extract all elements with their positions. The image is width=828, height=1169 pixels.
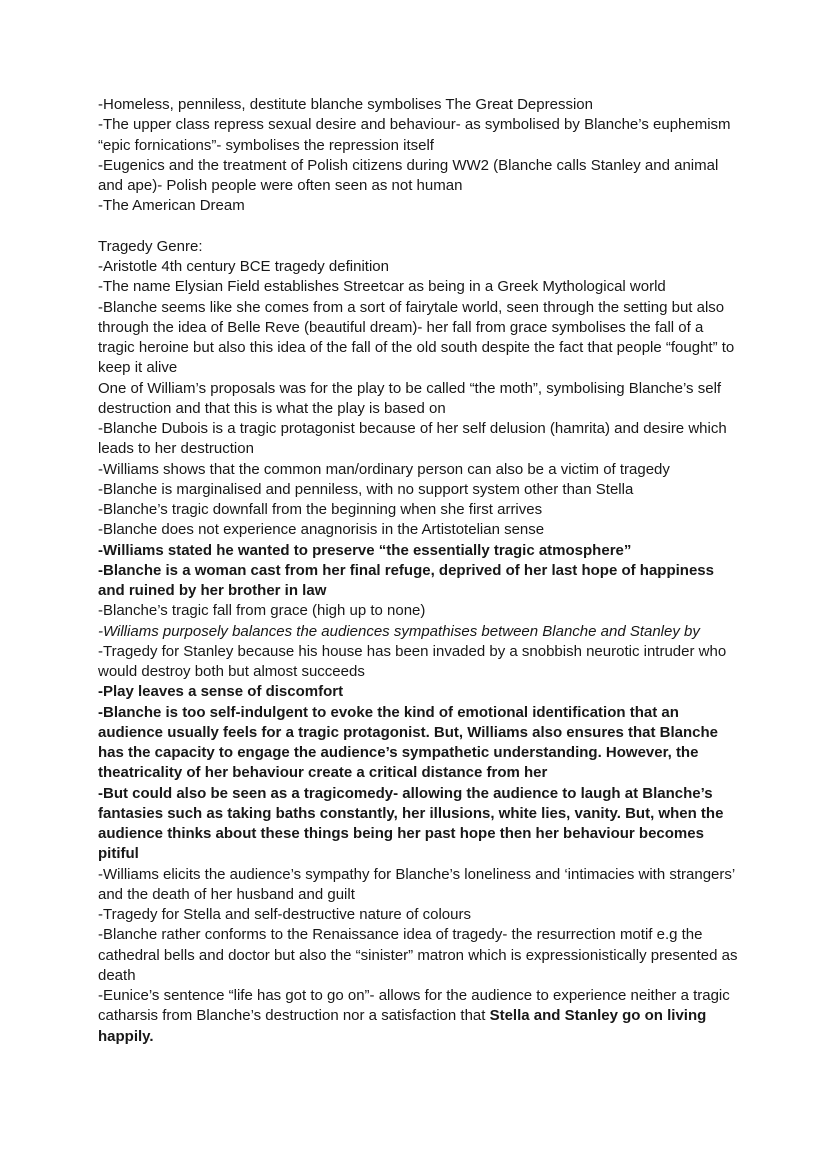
paragraph [98, 277, 742, 297]
text-run: -Blanche rather conforms to the Renaissance idea of tragedy- the resurrection motif e.g the cathedral bells and doctor but also the “sinister” matron which is expressionistically presented as death [98, 926, 742, 984]
text-run: Tragedy Genre: [98, 237, 203, 255]
text-run: -Blanche Dubois is a tragic protagonist because of her self delusion (hamrita) and desire which leads to her destruction [98, 420, 731, 458]
text-run: -Blanche seems like she comes from a sort of fairytale world, seen through the setting but also through the idea of Belle Reve (beautiful dream)- her fall from grace symbolises the fall of a tragic heroine but also this idea of the fall of the old south despite the fact that people “fought” to keep it alive [98, 298, 739, 377]
paragraph [98, 642, 742, 683]
text-run: -Blanche does not experience anagnorisis in the Artistotelian sense [98, 521, 545, 539]
text-run: -Blanche is too self-indulgent to evoke the kind of emotional identification that an audience usually feels for a tragic protagonist. But, Williams also ensures that Blanche has the capacity to engage the audience’s sympathetic understanding. However, the theatricality of her behaviour create a critical distance from her [98, 703, 723, 782]
text-run: -The name Elysian Field establishes Streetcar as being in a Greek Mythological world [98, 278, 666, 296]
paragraph [98, 703, 742, 784]
text-run: -Aristotle 4th century BCE tragedy definition [98, 258, 389, 275]
text-run: -Williams shows that the common man/ordinary person can also be a victim of tragedy [98, 460, 670, 478]
text-run: -But could also be seen as a tragicomedy- allowing the audience to laugh at Blanche’s fantasies such as taking baths constantly, her illusions, white lies, vanity. But, when the audience thinks about these things being her past hope then her behaviour becomes pitiful [98, 784, 728, 863]
text-run: -Play leaves a sense of discomfort [98, 683, 344, 701]
paragraph [98, 500, 742, 520]
text-run: -Blanche is marginalised and penniless, with no support system other than Stella [98, 480, 634, 498]
text-run: One of William’s proposals was for the play to be called “the moth”, symbolising Blanche’s self destruction and that this is what the play is based on [98, 379, 726, 417]
paragraph [98, 682, 742, 702]
text-run: -Tragedy for Stanley because his house has been invaded by a snobbish neurotic intruder who would destroy both but almost succeeds [98, 642, 731, 680]
paragraph [98, 115, 742, 156]
paragraph [98, 237, 742, 257]
text-run: Stella and Stanley go on living happily. [98, 1007, 711, 1045]
paragraph [98, 865, 742, 906]
paragraph [98, 95, 742, 115]
text-run: -Eunice’s sentence “life has got to go on”- allows for the audience to experience neither a tragic catharsis from Blanche’s destruction nor a satisfaction that [98, 987, 734, 1025]
paragraph [98, 905, 742, 925]
text-run: -The American Dream [98, 197, 245, 215]
paragraph [98, 925, 742, 986]
text-run: -Williams elicits the audience’s sympathy for Blanche’s loneliness and ‘intimacies with strangers’ and the death of her husband and guilt [98, 865, 739, 903]
paragraph [98, 520, 742, 540]
text-run: -Eugenics and the treatment of Polish citizens during WW2 (Blanche calls Stanley and animal and ape)- Polish people were often seen as not human [98, 156, 723, 194]
paragraph [98, 784, 742, 865]
paragraph [98, 986, 742, 1047]
paragraph [98, 419, 742, 460]
document-body[interactable] [98, 95, 742, 1047]
paragraph [98, 561, 742, 602]
paragraph [98, 480, 742, 500]
paragraph [98, 601, 742, 621]
text-run: -Blanche is a woman cast from her final refuge, deprived of her last hope of happiness and ruined by her brother in law [98, 561, 719, 599]
text-run: -Homeless, penniless, destitute blanche symbolises The Great Depression [98, 96, 593, 113]
blank-line [98, 217, 742, 237]
text-run: -The upper class repress sexual desire and behaviour- as symbolised by Blanche’s euphemism “epic fornications”- symbolises the repression itself [98, 116, 735, 154]
paragraph [98, 541, 742, 561]
text-run: -Tragedy for Stella and self-destructive nature of colours [98, 906, 471, 923]
paragraph [98, 379, 742, 420]
paragraph [98, 257, 742, 277]
text-run: -Blanche’s tragic fall from grace (high up to none) [98, 602, 426, 620]
paragraph [98, 460, 742, 480]
paragraph [98, 298, 742, 379]
text-run: -Blanche’s tragic downfall from the beginning when she first arrives [98, 501, 543, 518]
text-run: -Williams stated he wanted to preserve “the essentially tragic atmosphere” [98, 541, 632, 559]
paragraph [98, 196, 742, 216]
text-run: -Williams purposely balances the audiences sympathises between Blanche and Stanley by [98, 622, 700, 640]
paragraph [98, 622, 742, 642]
paragraph [98, 156, 742, 197]
